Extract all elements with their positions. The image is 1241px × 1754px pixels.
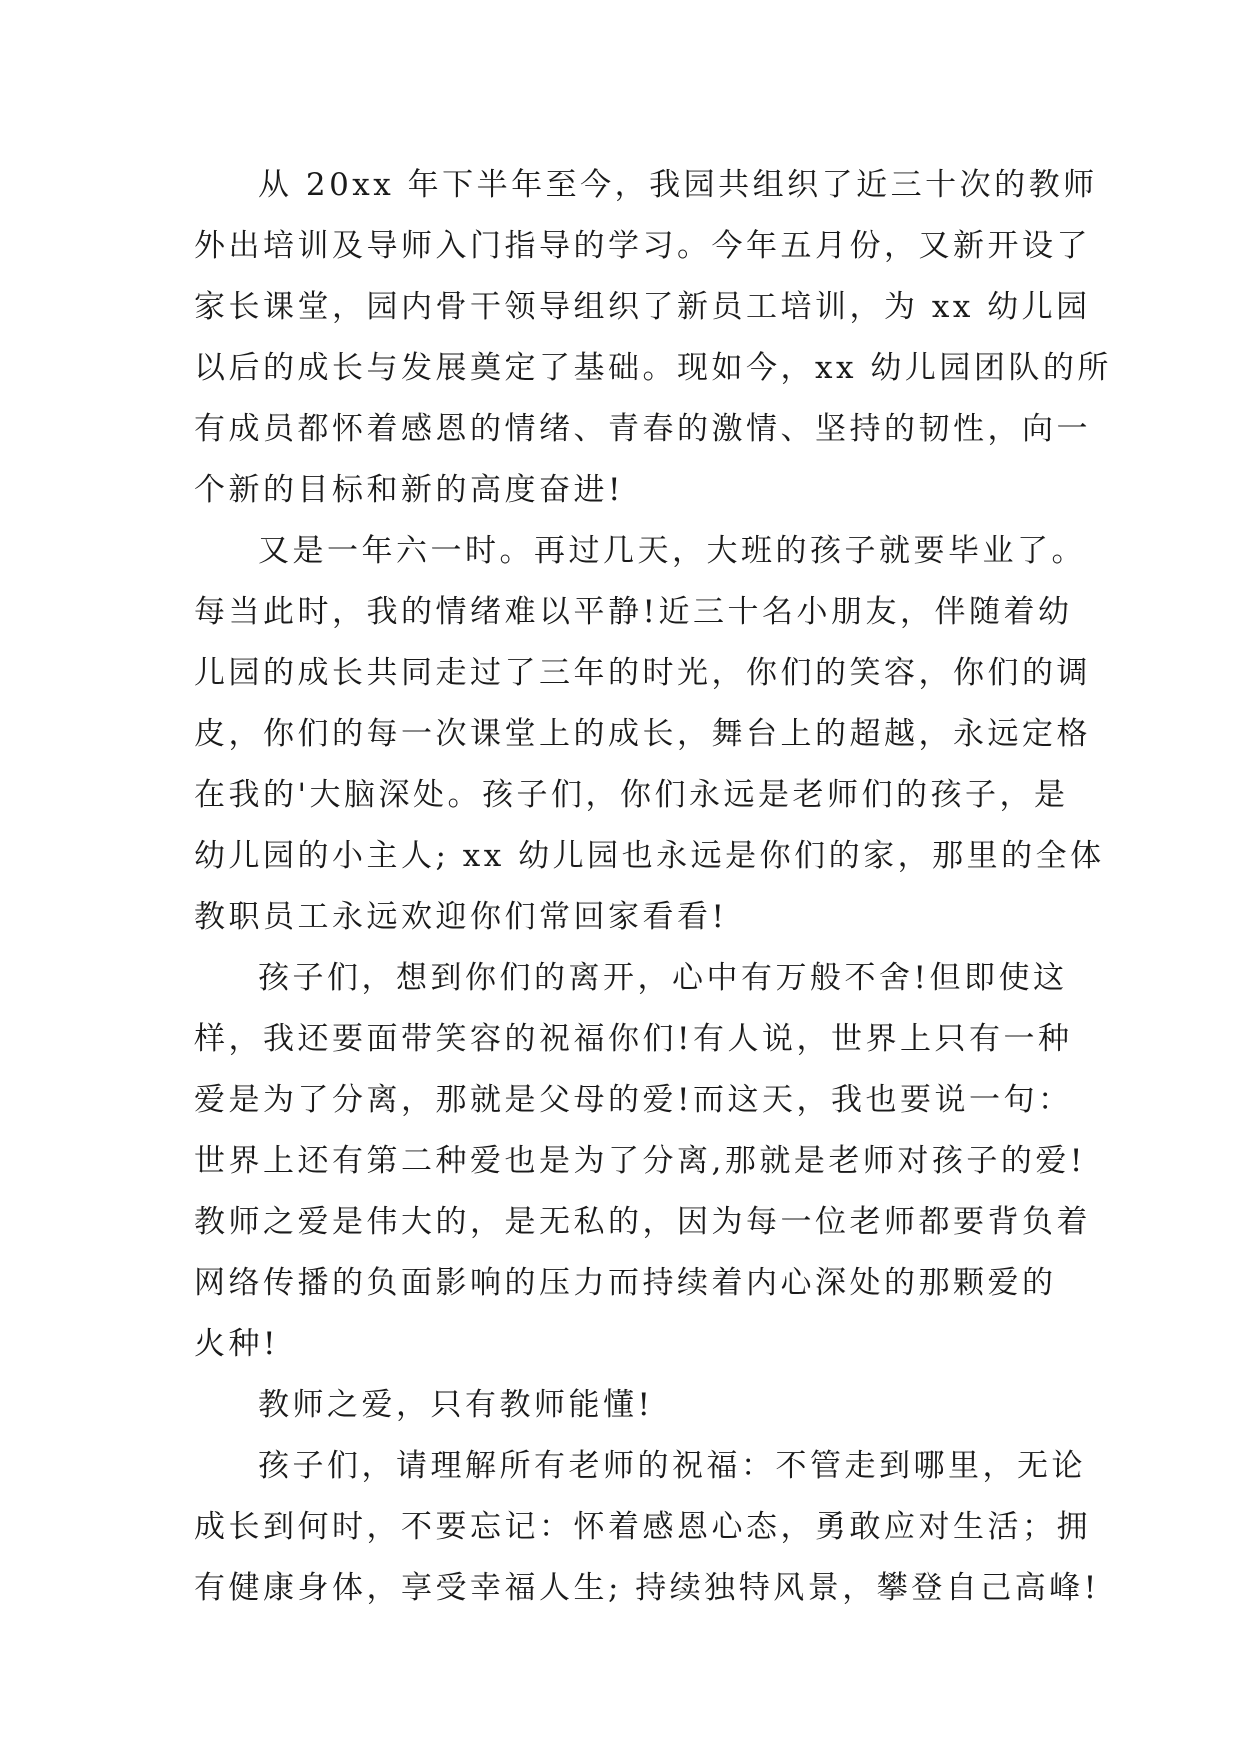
text-line: 成长到何时，不要忘记：怀着感恩心态，勇敢应对生活；拥 bbox=[194, 1509, 1091, 1545]
text-line: 世界上还有第二种爱也是为了分离,那就是老师对孩子的爱! bbox=[194, 1143, 1086, 1179]
text-line: 在我的'大脑深处。孩子们，你们永远是老师们的孩子，是 bbox=[194, 777, 1069, 813]
text-line: 以后的成长与发展奠定了基础。现如今，xx 幼儿园团队的所 bbox=[194, 350, 1112, 386]
text-line: 教师之爱是伟大的，是无私的，因为每一位老师都要背负着 bbox=[194, 1204, 1091, 1240]
text-line: 孩子们，想到你们的离开，心中有万般不舍!但即使这 bbox=[258, 960, 1068, 996]
text-line: 教师之爱，只有教师能懂! bbox=[258, 1387, 654, 1423]
text-line: 从 20xx 年下半年至今，我园共组织了近三十次的教师 bbox=[258, 167, 1098, 203]
text-line: 火种! bbox=[194, 1326, 279, 1362]
text-line: 个新的目标和新的高度奋进! bbox=[194, 472, 624, 508]
text-line: 网络传播的负面影响的压力而持续着内心深处的那颗爱的 bbox=[194, 1265, 1057, 1301]
text-line: 幼儿园的小主人; xx 幼儿园也永远是你们的家，那里的全体 bbox=[194, 838, 1105, 874]
text-line: 每当此时，我的情绪难以平静!近三十名小朋友，伴随着幼 bbox=[194, 594, 1073, 630]
text-line: 有健康身体，享受幸福人生; 持续独特风景，攀登自己高峰! bbox=[194, 1570, 1100, 1606]
text-line: 皮，你们的每一次课堂上的成长，舞台上的超越，永远定格 bbox=[194, 716, 1091, 752]
text-line: 教职员工永远欢迎你们常回家看看! bbox=[194, 899, 728, 935]
text-line: 家长课堂，园内骨干领导组织了新员工培训，为 xx 幼儿园 bbox=[194, 289, 1091, 325]
text-line: 孩子们，请理解所有老师的祝福：不管走到哪里，无论 bbox=[258, 1448, 1086, 1484]
text-line: 又是一年六一时。再过几天，大班的孩子就要毕业了。 bbox=[258, 533, 1086, 569]
text-line: 外出培训及导师入门指导的学习。今年五月份，又新开设了 bbox=[194, 228, 1091, 264]
text-line: 有成员都怀着感恩的情绪、青春的激情、坚持的韧性，向一 bbox=[194, 411, 1091, 447]
text-line: 儿园的成长共同走过了三年的时光，你们的笑容，你们的调 bbox=[194, 655, 1091, 691]
document-body bbox=[194, 155, 1112, 1619]
text-line: 爱是为了分离，那就是父母的爱!而这天，我也要说一句： bbox=[194, 1082, 1073, 1118]
text-line: 样，我还要面带笑容的祝福你们!有人说，世界上只有一种 bbox=[194, 1021, 1073, 1057]
